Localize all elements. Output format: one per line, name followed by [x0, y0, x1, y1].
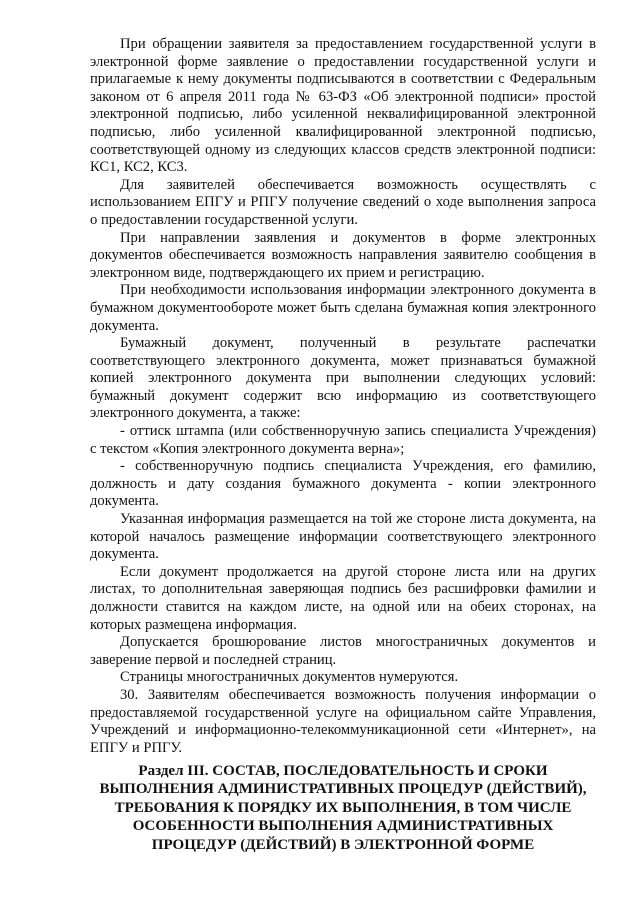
section-heading: Раздел III. СОСТАВ, ПОСЛЕДОВАТЕЛЬНОСТЬ И СРОКИ ВЫПОЛНЕНИЯ АДМИНИСТРАТИВНЫХ ПРОЦЕДУР (ДЕЙСТВИЙ), ТРЕБОВАНИЯ К ПОРЯДКУ ИХ ВЫПОЛНЕНИЯ, В ТОМ ЧИСЛЕ ОСОБЕННОСТИ ВЫПОЛНЕНИЯ АДМИНИСТРАТИВНЫХ ПРОЦЕДУР (ДЕЙСТВИЙ) В ЭЛЕКТРОННОЙ ФОРМЕ: [99, 763, 587, 853]
paragraph-text: При обращении заявителя за предоставлением государственной услуги в электронной форме заявление о предоставлении государственной услуги и прилагаемые к нему документы подписываются в соответствии с: [90, 36, 596, 88]
document-body: [90, 36, 596, 757]
list-item-stamp: - оттиск штампа (или собственноручную запись специалиста Учреждения) с текстом «Копия электронного документа верна»;: [90, 423, 596, 457]
paragraph-binding: Допускается брошюрование листов многостраничных документов и заверение первой и последней страниц.: [90, 634, 596, 668]
paragraph-electronic-signature: [90, 36, 596, 177]
paragraph-item-30: 30. Заявителям обеспечивается возможность получения информации о предоставляемой государственной услуге на официальном сайте Управления, Учреждений и информационно-телекоммуникационной сети «Интернет», на ЕПГУ и РПГУ.: [90, 686, 596, 756]
federal-law-link[interactable]: Федеральным законом: [90, 71, 596, 105]
paragraph-paper-copy: При необходимости использования информации электронного документа в бумажном документообороте может быть сделана бумажная копия электронного документа.: [90, 282, 596, 334]
paragraph-page-numbering: Страницы многостраничных документов нумеруются.: [120, 669, 459, 686]
list-item-signature: - собственноручную подпись специалиста Учреждения, его фамилию, должность и дату создания бумажного документа - копии электронного документа.: [90, 458, 596, 510]
paragraph-receipt-confirmation: При направлении заявления и документов в форме электронных документов обеспечивается возможность направления заявителю сообщения в электронном виде, подтверждающего их прием и регистрацию.: [90, 229, 596, 281]
paragraph-info-placement: Указанная информация размещается на той же стороне листа документа, на которой началось размещение информации соответствующего электронного документа.: [90, 511, 596, 563]
paragraph-paper-copy-conditions: Бумажный документ, полученный в результате распечатки соответствующего электронного документа, может признаваться бумажной копией электронного документа при выполнении следующих условий: бумажный документ содержит всю информацию из соответствующего электронного документа, а также:: [90, 335, 596, 422]
paragraph-status-tracking: Для заявителей обеспечивается возможность осуществлять с использованием ЕПГУ и РПГУ получение сведений о ходе выполнения запроса о предоставлении государственной услуги.: [90, 176, 596, 228]
paragraph-multipage-signature: Если документ продолжается на другой стороне листа или на других листах, то дополнительная заверяющая подпись без расшифровки фамилии и должности ставится на каждом листе, на одной или на обеих сторонах, на которых размещена информация.: [90, 563, 596, 633]
paragraph-text: от 6 апреля 2011 года № 63-ФЗ «Об электронной подписи» простой электронной подписью, либо усиленной неквалифицированной электронной подписью, либо усиленной квалифицированной электронной подписью, соответствующей одному из следующих классов средств электронной подписи: КС1, КС2, КС3.: [90, 88, 596, 176]
